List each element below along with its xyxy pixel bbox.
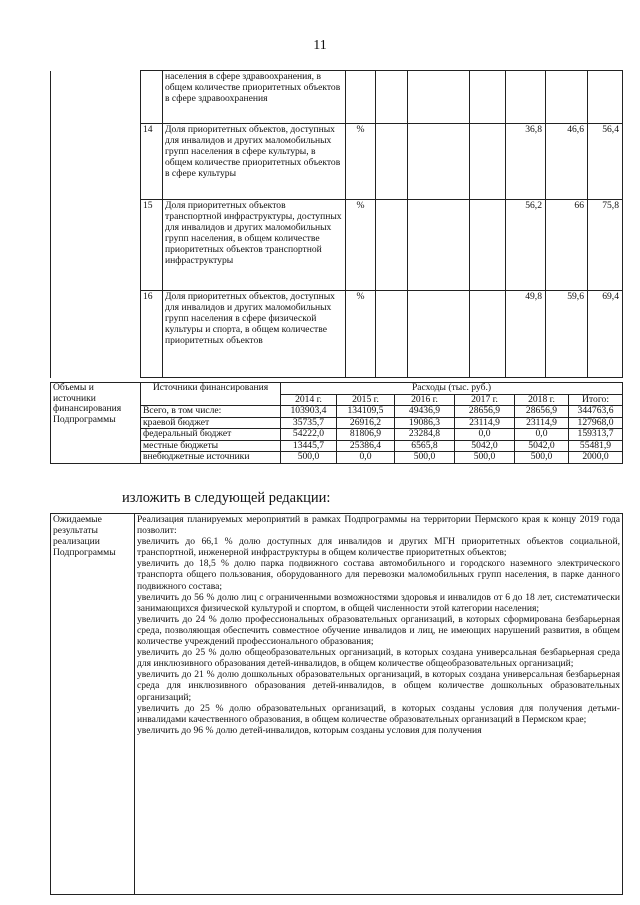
indicator-value-2016: 36,8 (506, 124, 546, 200)
results-paragraph: увеличить до 25 % долю образовательных организаций, в которых созданы условия для получения детьми-инвалидами качественного образования, в общем количестве образовательных организаций в Пермском крае; (137, 702, 620, 725)
finance-value: 0,0 (337, 452, 395, 464)
indicator-unit: % (346, 200, 376, 291)
indicator-value-2017: 46,6 (546, 124, 588, 200)
finance-value: 55481,9 (569, 440, 623, 452)
finance-value: 103903,4 (281, 406, 337, 418)
results-paragraph: увеличить до 66,1 % долю доступных для инвалидов и других МГН приоритетных объектов социальной, транспортной, инженерной инфраструктуры в общем количестве приоритетных объектов; (137, 536, 620, 559)
results-label: Ожидаемые результаты реализации Подпрограммы (51, 514, 135, 895)
indicator-value-2018: 69,4 (588, 291, 623, 378)
finance-value: 500,0 (281, 452, 337, 464)
finance-value: 5042,0 (455, 440, 515, 452)
finance-value: 344763,6 (569, 406, 623, 418)
indicator-name: Доля приоритетных объектов, доступных для инвалидов и других маломобильных групп населения в сфере физической культуры и спорта, в общем количестве приоритетных объектов (163, 291, 346, 378)
finance-value: 81806,9 (337, 429, 395, 441)
year-header: Итого: (569, 394, 623, 406)
indicator-row (51, 291, 623, 378)
indicator-no: 16 (141, 291, 163, 378)
finance-value: 19086,3 (395, 417, 455, 429)
indicator-no: 15 (141, 200, 163, 291)
results-paragraph: увеличить до 18,5 % долю парка подвижного состава автомобильного и городского наземного электрического транспорта общего пользования, оборудованного для перевозки маломобильных групп населения, в парке данного подвижного состава; (137, 558, 620, 592)
year-header: 2016 г. (395, 394, 455, 406)
indicator-name: Доля приоритетных объектов, доступных для инвалидов и других маломобильных групп населения в сфере культуры, в общем количестве приоритетных объектов в сфере культуры (163, 124, 346, 200)
indicator-unit: % (346, 124, 376, 200)
finance-source: краевой бюджет (141, 417, 281, 429)
finance-source: Всего, в том числе: (141, 406, 281, 418)
results-paragraph: Реализация планируемых мероприятий в рамках Подпрограммы на территории Пермского края к концу 2019 года позволит: (137, 514, 620, 537)
finance-source: федеральный бюджет (141, 429, 281, 441)
year-header: 2018 г. (515, 394, 569, 406)
finance-label: Объемы и источники финансирования Подпрограммы (51, 383, 141, 464)
finance-table (50, 382, 623, 464)
finance-value: 500,0 (515, 452, 569, 464)
finance-value: 13445,7 (281, 440, 337, 452)
indicator-value-2018: 56,4 (588, 124, 623, 200)
finance-value: 159313,7 (569, 429, 623, 441)
finance-value: 134109,5 (337, 406, 395, 418)
indicator-unit (346, 71, 376, 124)
indicator-row (51, 124, 623, 200)
results-paragraph: увеличить до 25 % долю общеобразовательных организаций, в которых создана универсальная безбарьерная среда для инклюзивного образования детей-инвалидов, в общем количестве общеобразовательных организаций; (137, 647, 620, 670)
finance-value: 49436,9 (395, 406, 455, 418)
results-paragraph: увеличить до 21 % долю дошкольных образовательных организаций, в которых создана универсальная безбарьерная среда для инклюзивного образования детей-инвалидов, в общем количестве дошкольных образовательных организаций; (137, 669, 620, 703)
finance-value: 6565,8 (395, 440, 455, 452)
indicator-value-2018: 75,8 (588, 200, 623, 291)
indicator-value-2017: 66 (546, 200, 588, 291)
year-header: 2014 г. (281, 394, 337, 406)
finance-value: 127968,0 (569, 417, 623, 429)
indicator-value-2016: 49,8 (506, 291, 546, 378)
section-heading: изложить в следующей редакции: (122, 490, 331, 506)
finance-value: 26916,2 (337, 417, 395, 429)
finance-value: 25386,4 (337, 440, 395, 452)
finance-value: 28656,9 (515, 406, 569, 418)
results-paragraph: увеличить до 56 % долю лиц с ограниченными возможностями здоровья и инвалидов от 6 до 18 лет, систематически занимающихся физической культурой и спортом, в общей численности этой категории населения; (137, 591, 620, 614)
finance-value: 5042,0 (515, 440, 569, 452)
finance-value: 0,0 (515, 429, 569, 441)
year-header: 2015 г. (337, 394, 395, 406)
indicator-name: населения в сфере здравоохранения, в общем количестве приоритетных объектов в сфере здравоохранения (163, 71, 346, 124)
finance-value: 2000,0 (569, 452, 623, 464)
indicator-no: 14 (141, 124, 163, 200)
finance-value: 28656,9 (455, 406, 515, 418)
results-paragraph: увеличить до 96 % долю детей-инвалидов, которым созданы условия для получения (137, 724, 482, 736)
finance-source: внебюджетные источники (141, 452, 281, 464)
finance-source: местные бюджеты (141, 440, 281, 452)
page-number: 11 (313, 38, 327, 53)
year-header: 2017 г. (455, 394, 515, 406)
indicators-table (50, 70, 623, 378)
indicator-row (51, 71, 623, 124)
indicator-value-2017: 59,6 (546, 291, 588, 378)
indicator-no (141, 71, 163, 124)
finance-value: 23114,9 (515, 417, 569, 429)
finance-value: 0,0 (455, 429, 515, 441)
indicator-value-2016: 56,2 (506, 200, 546, 291)
results-table (50, 513, 623, 895)
expenses-header: Расходы (тыс. руб.) (281, 383, 623, 395)
finance-value: 35735,7 (281, 417, 337, 429)
finance-value: 500,0 (455, 452, 515, 464)
indicator-unit: % (346, 291, 376, 378)
results-paragraph: увеличить до 24 % долю профессиональных образовательных организаций, в которых сформирована безбарьерная среда, позволяющая обеспечить совместное обучение инвалидов и лиц, не имеющих нарушений развития, в общем количестве учреждений профессионального образования; (137, 613, 620, 648)
results-text (135, 514, 623, 895)
indicator-row (51, 200, 623, 291)
finance-value: 23114,9 (455, 417, 515, 429)
indicator-name: Доля приоритетных объектов транспортной инфраструктуры, доступных для инвалидов и других маломобильных групп населения, в общем количестве приоритетных объектов транспортной инфраструктуры (163, 200, 346, 291)
finance-value: 23284,8 (395, 429, 455, 441)
finance-value: 500,0 (395, 452, 455, 464)
sources-header: Источники финансирования (141, 383, 281, 406)
finance-value: 54222,0 (281, 429, 337, 441)
